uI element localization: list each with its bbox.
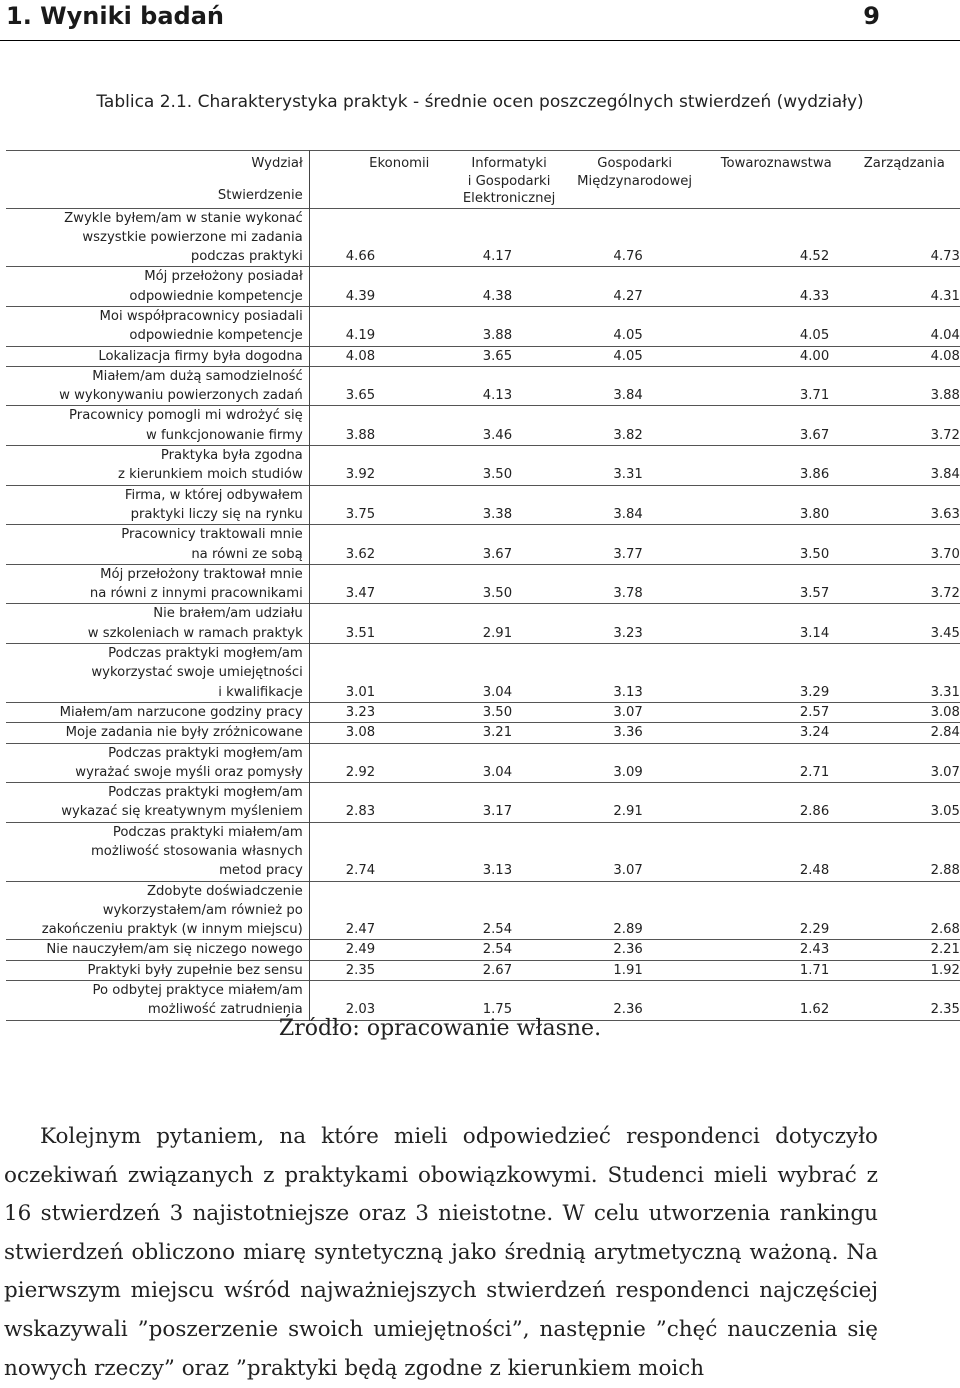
- value-cell: 4.27: [613, 288, 643, 304]
- value-cell: 3.07: [613, 704, 643, 720]
- statement-line: Pracownicy pomogli mi wdrożyć się: [69, 408, 303, 424]
- statement-line: możliwość zatrudnienia: [147, 1002, 303, 1018]
- statement-line: Nie nauczyłem/am się niczego nowego: [46, 942, 303, 958]
- table-row: [6, 406, 960, 446]
- value-cell: 2.03: [345, 1002, 376, 1018]
- value-cell: 4.33: [799, 288, 830, 304]
- body-paragraph-text: Kolejnym pytaniem, na które mieli odpowiedzieć respondenci dotyczyło oczekiwań związanych z praktykami obowiązkowymi. Studenci mieli wybrać z 16 stwierdzeń 3 najistotniejsze oraz 3 nieistotne. W celu utworzenia rankingu stwierdzeń obliczono miarę syntetyczną jako średnią arytmetyczną ważoną. Na pierwszym miejscu wśród najważniejszych stwierdzeń respondenci najczęściej wskazywali ”poszerzenie swoich umiejętności”, następnie ”chęć nauczenia się nowych rzeczy” oraz ”praktyki będą zgodne z kierunkiem moich: [4, 1124, 878, 1381]
- value-cell: 2.36: [613, 1002, 643, 1018]
- statement-cell: [6, 406, 309, 446]
- page-number: 9: [863, 2, 880, 30]
- value-cell: 3.23: [345, 704, 376, 720]
- value-cell: 3.62: [345, 546, 376, 562]
- corner-label-faculty: Wydział: [251, 156, 303, 171]
- value-cell: 4.76: [613, 249, 643, 265]
- value-cell: 2.88: [930, 863, 960, 879]
- value-cell: 2.89: [613, 922, 643, 938]
- value-cell: 3.04: [482, 764, 513, 780]
- value-cell: 3.31: [930, 684, 960, 700]
- value-cell: 3.67: [799, 427, 830, 443]
- statement-line: wszystkie powierzone mi zadania: [82, 229, 303, 245]
- value-cell: 3.23: [613, 625, 643, 641]
- value-cell: 4.05: [613, 328, 643, 344]
- value-cell: 3.05: [930, 804, 960, 820]
- value-cell: 2.86: [799, 804, 830, 820]
- value-cell: 3.80: [799, 506, 830, 522]
- value-cell: 4.66: [345, 249, 376, 265]
- statement-line: Podczas praktyki mogłem/am: [108, 745, 303, 761]
- table-row: [6, 485, 960, 525]
- statement-cell: [6, 644, 309, 703]
- statement-cell: [6, 702, 309, 722]
- statement-line: w szkoleniach w ramach praktyk: [87, 625, 303, 641]
- statement-line: metod pracy: [219, 863, 303, 879]
- statement-cell: [6, 881, 309, 940]
- statement-cell: [6, 783, 309, 823]
- value-cell: 4.00: [799, 348, 830, 364]
- column-header-line: Gospodarki: [597, 156, 672, 171]
- statement-line: podczas praktyki: [190, 249, 303, 265]
- statement-line: i kwalifikacje: [218, 684, 303, 700]
- value-cell: 2.92: [345, 764, 376, 780]
- value-cell: 4.38: [482, 288, 513, 304]
- header-rule: [0, 40, 960, 41]
- value-cell: 4.13: [482, 388, 513, 404]
- statement-cell: [6, 981, 309, 1021]
- table-row: [6, 743, 960, 783]
- value-cell: 4.08: [930, 348, 960, 364]
- value-cell: 3.77: [613, 546, 643, 562]
- value-cell: 2.83: [345, 804, 376, 820]
- column-header-line: Międzynarodowej: [577, 173, 693, 189]
- statement-cell: [6, 267, 309, 307]
- statement-line: z kierunkiem moich studiów: [117, 467, 303, 483]
- value-cell: 3.36: [613, 725, 643, 741]
- value-cell: 3.72: [930, 427, 960, 443]
- statement-line: w funkcjonowanie firmy: [146, 427, 303, 443]
- value-cell: 3.38: [482, 506, 513, 522]
- header-corner-cell: [6, 151, 309, 209]
- statement-line: Podczas praktyki mogłem/am: [108, 785, 303, 801]
- statement-cell: [6, 446, 309, 486]
- value-cell: 3.84: [613, 388, 643, 404]
- statement-line: na równi z innymi pracownikami: [89, 586, 303, 602]
- value-cell: 3.84: [613, 506, 643, 522]
- table-row: [6, 960, 960, 980]
- statement-cell: [6, 743, 309, 783]
- value-cell: 3.01: [345, 684, 376, 700]
- value-cell: 2.43: [799, 942, 830, 958]
- table-row: [6, 525, 960, 565]
- value-cell: 3.57: [799, 586, 830, 602]
- results-table: [6, 150, 960, 1021]
- column-header-line: Elektronicznej: [462, 191, 556, 206]
- value-cell: 1.91: [613, 962, 643, 978]
- statement-line: Praktyka była zgodna: [160, 448, 303, 464]
- statement-line: Nie brałem/am udziału: [153, 606, 303, 622]
- value-cell: 3.88: [930, 388, 960, 404]
- table-row: [6, 564, 960, 604]
- value-cell: 2.21: [930, 942, 960, 958]
- column-header-management: [849, 151, 960, 209]
- table-row: [6, 366, 960, 406]
- value-cell: 1.75: [482, 1002, 513, 1018]
- statement-cell: [6, 306, 309, 346]
- statement-line: Pracownicy traktowali mnie: [121, 527, 303, 543]
- value-cell: 3.50: [482, 704, 513, 720]
- table-row: [6, 940, 960, 960]
- value-cell: 2.71: [799, 764, 830, 780]
- value-cell: 4.08: [345, 348, 376, 364]
- value-cell: 2.84: [930, 725, 960, 741]
- value-cell: 3.84: [930, 467, 960, 483]
- value-cell: 3.50: [482, 467, 513, 483]
- value-cell: 4.05: [799, 328, 830, 344]
- statement-cell: [6, 604, 309, 644]
- value-cell: 3.07: [930, 764, 960, 780]
- value-cell: 3.75: [345, 506, 376, 522]
- statement-line: Mój przełożony traktował mnie: [100, 566, 303, 582]
- value-cell: 3.31: [613, 467, 643, 483]
- table-row: [6, 822, 960, 881]
- value-cell: 3.07: [613, 863, 643, 879]
- table-row: [6, 783, 960, 823]
- value-cell: 4.05: [613, 348, 643, 364]
- value-cell: 2.91: [482, 625, 513, 641]
- statement-line: Miałem/am narzucone godziny pracy: [59, 704, 303, 720]
- value-cell: 3.17: [482, 804, 513, 820]
- statement-cell: [6, 723, 309, 743]
- corner-label-statement: Stwierdzenie: [217, 187, 303, 203]
- statement-line: wykorzystałem/am również po: [102, 902, 303, 918]
- statement-line: Podczas praktyki miałem/am: [112, 824, 303, 840]
- value-cell: 3.51: [345, 625, 376, 641]
- value-cell: 3.88: [482, 328, 513, 344]
- statement-line: Zwykle byłem/am w stanie wykonać: [64, 210, 303, 226]
- value-cell: 2.29: [799, 922, 830, 938]
- column-header-international-economy: [565, 151, 703, 209]
- table-row: [6, 702, 960, 722]
- statement-line: w wykonywaniu powierzonych zadań: [59, 388, 303, 404]
- statement-cell: [6, 525, 309, 565]
- statement-line: Firma, w której odbywałem: [124, 487, 303, 503]
- value-cell: 3.50: [482, 586, 513, 602]
- statement-line: Miałem/am dużą samodzielność: [92, 368, 303, 384]
- table-caption: Tablica 2.1. Charakterystyka praktyk - średnie ocen poszczególnych stwierdzeń (wydziały): [96, 92, 864, 112]
- value-cell: 3.47: [345, 586, 376, 602]
- statement-cell: [6, 366, 309, 406]
- table-row: [6, 644, 960, 703]
- value-cell: 3.70: [930, 546, 960, 562]
- value-cell: 3.65: [345, 388, 376, 404]
- statement-cell: [6, 822, 309, 881]
- statement-line: odpowiednie kompetencje: [129, 328, 303, 344]
- value-cell: 2.49: [345, 942, 376, 958]
- value-cell: 3.63: [930, 506, 960, 522]
- value-cell: 2.35: [345, 962, 376, 978]
- statement-line: wykazać się kreatywnym myśleniem: [61, 804, 303, 820]
- statement-line: Zdobyte doświadczenie: [147, 883, 303, 899]
- statement-line: możliwość stosowania własnych: [90, 844, 303, 859]
- statement-line: na równi ze sobą: [191, 546, 303, 562]
- value-cell: 3.86: [799, 467, 830, 483]
- statement-line: wykorzystać swoje umiejętności: [91, 665, 303, 681]
- column-header-economics: [309, 151, 452, 209]
- statement-cell: [6, 940, 309, 960]
- value-cell: 2.54: [482, 942, 513, 958]
- value-cell: 4.17: [482, 249, 513, 265]
- value-cell: 3.08: [930, 704, 960, 720]
- value-cell: 4.52: [799, 249, 830, 265]
- column-header-commodity-science: [704, 151, 849, 209]
- value-cell: 3.72: [930, 586, 960, 602]
- value-cell: 1.62: [799, 1002, 830, 1018]
- value-cell: 4.73: [930, 249, 960, 265]
- source-note: Źródło: opracowanie własne.: [278, 1016, 602, 1041]
- table-row: [6, 723, 960, 743]
- table-row: [6, 604, 960, 644]
- statement-line: zakończeniu praktyk (w innym miejscu): [41, 922, 303, 938]
- table-row: [6, 346, 960, 366]
- value-cell: 3.78: [613, 586, 643, 602]
- value-cell: 3.65: [482, 348, 513, 364]
- statement-line: Lokalizacja firmy była dogodna: [98, 348, 303, 364]
- statement-line: Praktyki były zupełnie bez sensu: [87, 962, 303, 978]
- statement-line: odpowiednie kompetencje: [129, 288, 303, 304]
- column-header-line: Towaroznawstwa: [720, 156, 832, 171]
- value-cell: 2.74: [345, 863, 376, 879]
- value-cell: 3.24: [799, 725, 830, 741]
- value-cell: 4.19: [345, 328, 376, 344]
- statement-cell: [6, 485, 309, 525]
- column-header-line: Ekonomii: [369, 156, 430, 171]
- value-cell: 3.09: [613, 764, 643, 780]
- running-header: [0, 0, 960, 34]
- value-cell: 2.91: [613, 804, 643, 820]
- value-cell: 2.54: [482, 922, 513, 938]
- chapter-title: 1. Wyniki badań: [6, 2, 224, 30]
- value-cell: 3.67: [482, 546, 513, 562]
- table-header-row: [6, 151, 960, 209]
- value-cell: 4.31: [930, 288, 960, 304]
- table-row: [6, 208, 960, 267]
- table-row: [6, 306, 960, 346]
- value-cell: 1.92: [930, 962, 960, 978]
- column-header-line: Informatyki: [471, 156, 547, 171]
- value-cell: 1.71: [799, 962, 830, 978]
- value-cell: 3.13: [613, 684, 643, 700]
- statement-cell: [6, 346, 309, 366]
- value-cell: 2.48: [799, 863, 830, 879]
- value-cell: 3.50: [799, 546, 830, 562]
- statement-line: wyrażać swoje myśli oraz pomysły: [75, 764, 303, 780]
- value-cell: 4.39: [345, 288, 376, 304]
- value-cell: 3.21: [482, 725, 513, 741]
- value-cell: 3.88: [345, 427, 376, 443]
- value-cell: 2.47: [345, 922, 376, 938]
- value-cell: 3.29: [799, 684, 830, 700]
- statement-line: Po odbytej praktyce miałem/am: [92, 983, 303, 999]
- body-paragraph: [4, 1118, 878, 1388]
- value-cell: 3.82: [613, 427, 643, 443]
- statement-cell: [6, 960, 309, 980]
- value-cell: 3.45: [930, 625, 960, 641]
- statement-cell: [6, 208, 309, 267]
- value-cell: 3.92: [345, 467, 376, 483]
- column-header-line: Zarządzania: [863, 156, 945, 171]
- value-cell: 3.14: [799, 625, 830, 641]
- value-cell: 2.36: [613, 942, 643, 958]
- statement-line: Podczas praktyki mogłem/am: [108, 646, 303, 662]
- table-row: [6, 267, 960, 307]
- statement-line: praktyki liczy się na rynku: [130, 506, 303, 522]
- table-row: [6, 881, 960, 940]
- column-header-line: i Gospodarki: [467, 173, 551, 189]
- column-header-informatics: [453, 151, 566, 209]
- value-cell: 3.71: [799, 388, 830, 404]
- statement-cell: [6, 564, 309, 604]
- value-cell: 3.08: [345, 725, 376, 741]
- value-cell: 3.04: [482, 684, 513, 700]
- value-cell: 4.04: [930, 328, 960, 344]
- value-cell: 3.13: [482, 863, 513, 879]
- value-cell: 2.35: [930, 1002, 960, 1018]
- table-row: [6, 981, 960, 1021]
- statement-line: Mój przełożony posiadał: [144, 269, 303, 285]
- statement-line: Moi współpracownicy posiadali: [99, 308, 303, 324]
- value-cell: 3.46: [482, 427, 513, 443]
- statement-line: Moje zadania nie były zróżnicowane: [65, 725, 303, 741]
- value-cell: 2.68: [930, 922, 960, 938]
- value-cell: 2.57: [799, 704, 830, 720]
- value-cell: 2.67: [482, 962, 513, 978]
- table-row: [6, 446, 960, 486]
